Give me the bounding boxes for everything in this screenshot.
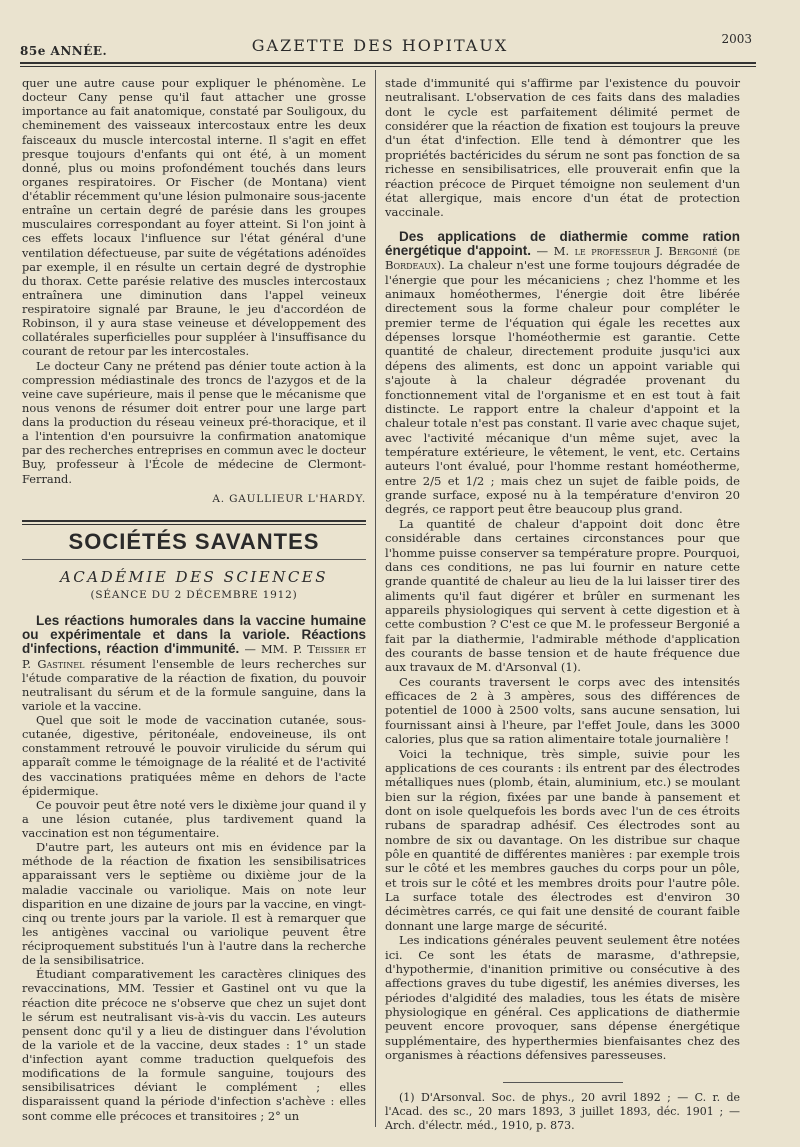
- paragraph: stade d'immunité qui s'affirme par l'existence du pouvoir neutralisant. L'observation de ces faits dans des maladies dont le cycle est parfaitement délimité permet de considérer que la réaction de fixation est toujours la preuve d'un état d'infection. Elle tend à démontrer que les propriétés bactéricides du sérum ne sont pas fonction de sa richesse en sensibilisatrices, elle prouverait enfin que la réaction précoce de Pirquet témoigne non seulement d'un état allergique, mais encore d'un état de protection vaccinale.: [385, 76, 740, 220]
- header-rule-thin: [20, 66, 756, 67]
- paragraph: Le docteur Cany ne prétend pas dénier toute action à la compression médiastinale des troncs de l'azygos et de la veine cave supérieure, mais il pense que le mécanisme que nous venons de résumer doit entrer pour une large part dans la production du réseau veineux pré-thoracique, et il a l'intention d'en poursuivre la confirmation anatomique par des recherches entreprises en commun avec le docteur Buy, professeur à l'École de médecine de Clermont-Ferrand.: [22, 358, 366, 486]
- paragraph: La quantité de chaleur d'appoint doit donc être considérable dans certaines circonstances pour que l'homme puisse conserver sa température propre. Pourquoi, dans ces conditions, ne pas lui fournir en nature cette grande quantité de chaleur au lieu de la lui laisser tirer des aliments qu'il faut digérer et brûler en surmenant les appareils physiologiques qui servent à cette digestion et à cette combustion ? C'est ce que M. le professeur Bergonié a fait par la diathermie, l'admirable méthode d'application des courants de basse tension et de haute fréquence due aux travaux de M. d'Arsonval (1).: [385, 516, 740, 675]
- paragraph: Voici la technique, très simple, suivie pour les applications de ces courants : ils entrent par des électrodes métalliques nues (plomb, étain, aluminium, etc.) se moulant bien sur la région, fixées par une bande à pansement et dont on isole quelquefois les bords avec l'un de ces étroits rubans de sparadrap adhésif. Ces électrodes sont au nombre de six ou davantage. On les distribue sur chaque pôle en quantité de différentes manières : par exemple trois sur le côté et les membres gauches du corps pour un pôle, et trois sur le côté et les membres droits pour l'autre pôle. La surface totale des électrodes est d'environ 30 décimètres carrés, ce qui fait une densité de courant faible donnant une large marge de sécurité.: [385, 746, 740, 933]
- article-paragraph: [385, 230, 740, 517]
- right-column: [385, 76, 740, 1133]
- section-title: SOCIÉTÉS SAVANTES: [68, 528, 320, 554]
- section-rule-thin: [22, 559, 366, 560]
- article-authors: — M. le professeur J. Bergonié (de Bordeaux).: [385, 243, 740, 273]
- header-rule: [20, 62, 756, 64]
- paragraph: D'autre part, les auteurs ont mis en évidence par la méthode de la réaction de fixation les sensibilisatrices apparaissant vers le septième ou dixième jour de la maladie vaccinale ou variolique. Mais on note leur disparition en une dizaine de jours par la vaccine, en vingt-cinq ou trente jours par la variole. Il est à remarquer que les antigènes vaccinal ou variolique peuvent être réciproquement substitués l'un à l'autre dans la recherche de la sensibilisatrice.: [22, 840, 366, 968]
- footnote: (1) D'Arsonval. Soc. de phys., 20 avril 1892 ; — C. r. de l'Acad. des sc., 20 mars 1893, 3 juillet 1893, déc. 1901 ; — Arch. d'électr. méd., 1910, p. 873.: [385, 1091, 740, 1133]
- left-column: [22, 76, 366, 1123]
- paragraph: Quel que soit le mode de vaccination cutanée, sous-cutanée, digestive, péritonéale, endoveineuse, ils ont constamment retrouvé le pouvoir virulicide du sérum qui apparaît comme le témoignage de la réalité et de l'activité des vaccinations pratiquées même en dehors de l'acte épidermique.: [22, 713, 366, 798]
- volume-label: 85e ANNÉE.: [20, 44, 108, 58]
- academy-title: ACADÉMIE DES SCIENCES: [59, 567, 329, 586]
- paragraph: Les indications générales peuvent seulement être notées ici. Ce sont les états de marasme, d'athrepsie, d'hypothermie, d'inanition primitive ou consécutive à des affections graves du tube digestif, les anémies diverses, les périodes d'algidité des maladies, tous les états de misère physiologique en général. Ces applications de diathermie peuvent encore provoquer, sans dépense énergétique supplémentaire, des hyperthermies bienfaisantes chez des organismes à réactions défensives paresseuses.: [385, 933, 740, 1063]
- column-divider: [375, 70, 376, 1127]
- article-authors: — MM. P. Teissier et P. Gastinel: [22, 642, 366, 671]
- article-text: résument l'ensemble de leurs recherches sur l'étude comparative de la réaction de fixation, du pouvoir neutralisant du sérum et de la formule sanguine, dans la variole et la vaccine.: [22, 656, 367, 713]
- paragraph: quer une autre cause pour expliquer le phénomène. Le docteur Cany pense qu'il faut attacher une grosse importance au fait anatomique, constaté par Souligoux, du cheminement des vaisseaux intercostaux entre les deux faisceaux du muscle intercostal interne. Il s'agit en effet presque toujours d'enfants qui ont été, à un moment donné, plus ou moins profondément touchés dans leurs organes respiratoires. Or Fischer (de Montana) vient d'établir récemment qu'une lésion pulmonaire sous-jacente entraîne un certain degré de parésie dans les groupes musculaires correspondant au foyer atteint. Si l'on joint à ces effets locaux l'influence sur l'état général d'une ventilation défectueuse, par suite de végétations adénoïdes par exemple, il en résulte un certain degré de dystrophie du thorax. Cette parésie relative des muscles intercostaux entraînera une diminution dans l'appel veineux respiratoire signalé par Braune, le jeu d'accordéon de Robinson, il y aura stase veineuse et développement des collatérales superficielles pour suppléer à l'insuffisance du courant de retour par les intercostales.: [22, 76, 366, 359]
- section-rule: [22, 520, 366, 525]
- paragraph: Ces courants traversent le corps avec des intensités efficaces de 2 à 3 ampères, sous des différences de potentiel de 1000 à 2500 volts, sans aucune sensation, lui fournissant ainsi à l'heure, par l'effet Joule, dans les 3000 calories, plus que sa ration alimentaire totale journalière !: [385, 674, 740, 747]
- signature: A. GAULLIEUR L'HARDY.: [212, 492, 366, 505]
- article-title: Des applications de diathermie comme ration énergétique d'appoint.: [385, 228, 740, 258]
- journal-title: GAZETTE DES HOPITAUX: [251, 36, 509, 55]
- article-paragraph: [22, 614, 366, 713]
- footnote-rule: [503, 1082, 623, 1083]
- article-text: La chaleur n'est une forme toujours dégradée de l'énergie que pour les mécaniciens ; chez l'homme et les animaux homéothermes, l'énergie doit être libérée directement sous la forme chaleur pour compléter le premier terme de l'équation qui égale les recettes aux dépenses lorsque l'homéothermie est garantie. Cette quantité de chaleur, directement produite jusqu'ici aux dépens des aliments, est donc un appoint variable qui s'ajoute à la chaleur dégradée provenant du fonctionnement vital de l'organisme et en est tout à fait distincte. Le rapport entre la chaleur d'appoint et la chaleur totale n'est pas constant. Il varie avec chaque sujet, avec l'activité mécanique d'un même sujet, avec la température extérieure, le vêtement, le vent, etc. Certains auteurs l'ont évalué, pour l'homme restant homéotherme, entre 2/5 et 1/2 ; mais chez un sujet de faible poids, de grande surface, exposé nu à la température d'environ 20 degrés, ce rapport peut être beaucoup plus grand.: [385, 258, 740, 517]
- article-title: Les réactions humorales dans la vaccine humaine ou expérimentale et dans la variole. Réactions d'infections, réaction d'immunité.: [22, 613, 366, 657]
- page-number: 2003: [721, 32, 752, 46]
- seance-date: (SÉANCE DU 2 DÉCEMBRE 1912): [90, 589, 298, 601]
- paragraph: Ce pouvoir peut être noté vers le dixième jour quand il y a une lésion cutanée, plus tardivement quand la vaccination est non tégumentaire.: [22, 797, 366, 840]
- paragraph: Étudiant comparativement les caractères cliniques des revaccinations, MM. Tessier et Gastinel ont vu que la réaction dite précoce ne s'observe que chez un sujet dont le sérum est neutralisant vis-à-vis du vaccin. Les auteurs pensent donc qu'il y a lieu de distinguer dans l'évolution de la variole et de la vaccine, deux stades : 1° un stade d'infection ayant comme traduction quelquefois des modifications de la formule sanguine, toujours des sensibilisatrices déviant le complément ; elles disparaissent quand la période d'infection s'achève : elles sont comme elle précoces et transitoires ; 2° un: [22, 967, 366, 1123]
